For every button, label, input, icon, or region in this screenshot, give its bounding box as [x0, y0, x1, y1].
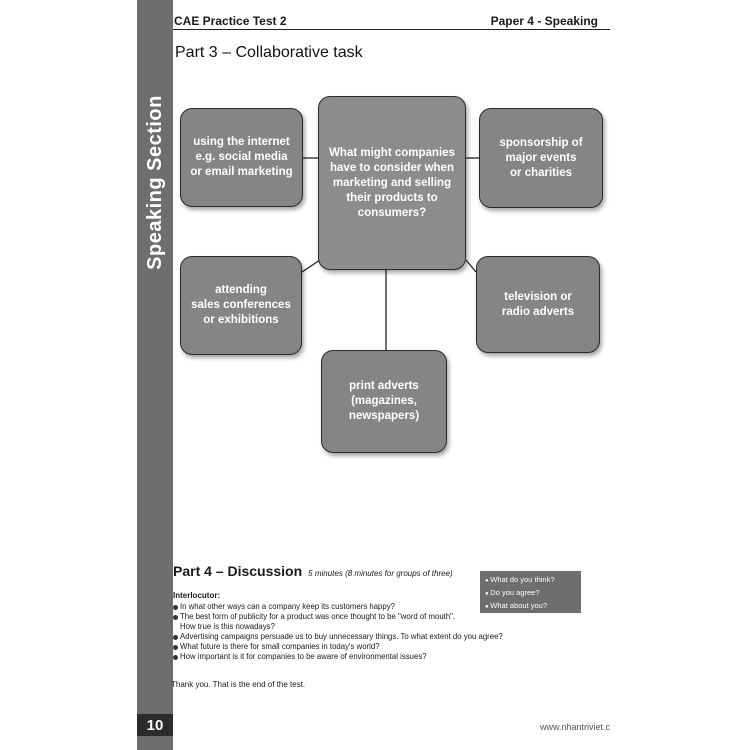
part4-timing: 5 minutes (8 minutes for groups of three) — [308, 569, 453, 578]
discussion-questions — [173, 602, 563, 662]
discussion-question: What future is there for small companies in today's world? — [173, 642, 563, 652]
prompt-box-sponsorship: sponsorship of major events or charities — [479, 108, 603, 208]
prompt-box-tv-radio: television or radio adverts — [476, 256, 600, 353]
page-number: 10 — [137, 714, 173, 736]
section-label-text: Speaking Section — [143, 95, 166, 270]
paper-title: Paper 4 - Speaking — [490, 14, 598, 28]
website-url: www.nhantriviet.c — [540, 722, 611, 732]
discussion-question: How important is it for companies to be aware of environmental issues? — [173, 652, 563, 662]
discussion-question: In what other ways can a company keep its customers happy? — [173, 602, 563, 612]
prompt-box-internet: using the internet e.g. social media or email marketing — [180, 108, 303, 207]
prompt-box-conferences: attending sales conferences or exhibitions — [180, 256, 302, 355]
interlocutor-label: Interlocutor: — [173, 591, 221, 600]
prompt-box-print: print adverts (magazines, newspapers) — [321, 350, 447, 453]
part4-heading — [173, 563, 453, 581]
follow-up-prompt: ● Do you agree? — [485, 587, 576, 600]
part3-title: Part 3 – Collaborative task — [175, 44, 363, 61]
follow-up-prompt: ● What do you think? — [485, 574, 576, 587]
follow-up-prompt: ● What about you? — [485, 600, 576, 613]
central-question-box: What might companies have to consider when marketing and selling their products to consumers? — [318, 96, 466, 270]
part4-title: Part 4 – Discussion — [173, 563, 303, 579]
closing-line: Thank you. That is the end of the test. — [171, 680, 306, 689]
discussion-question: Advertising campaigns persuade us to buy unnecessary things. To what extent do you agree? — [173, 632, 563, 642]
connector-bottom-left — [302, 260, 320, 272]
test-title: CAE Practice Test 2 — [174, 14, 287, 28]
connector-bottom-right — [466, 260, 476, 272]
discussion-question: The best form of publicity for a product was once thought to be "word of mouth". How true is this nowadays? — [173, 612, 563, 632]
